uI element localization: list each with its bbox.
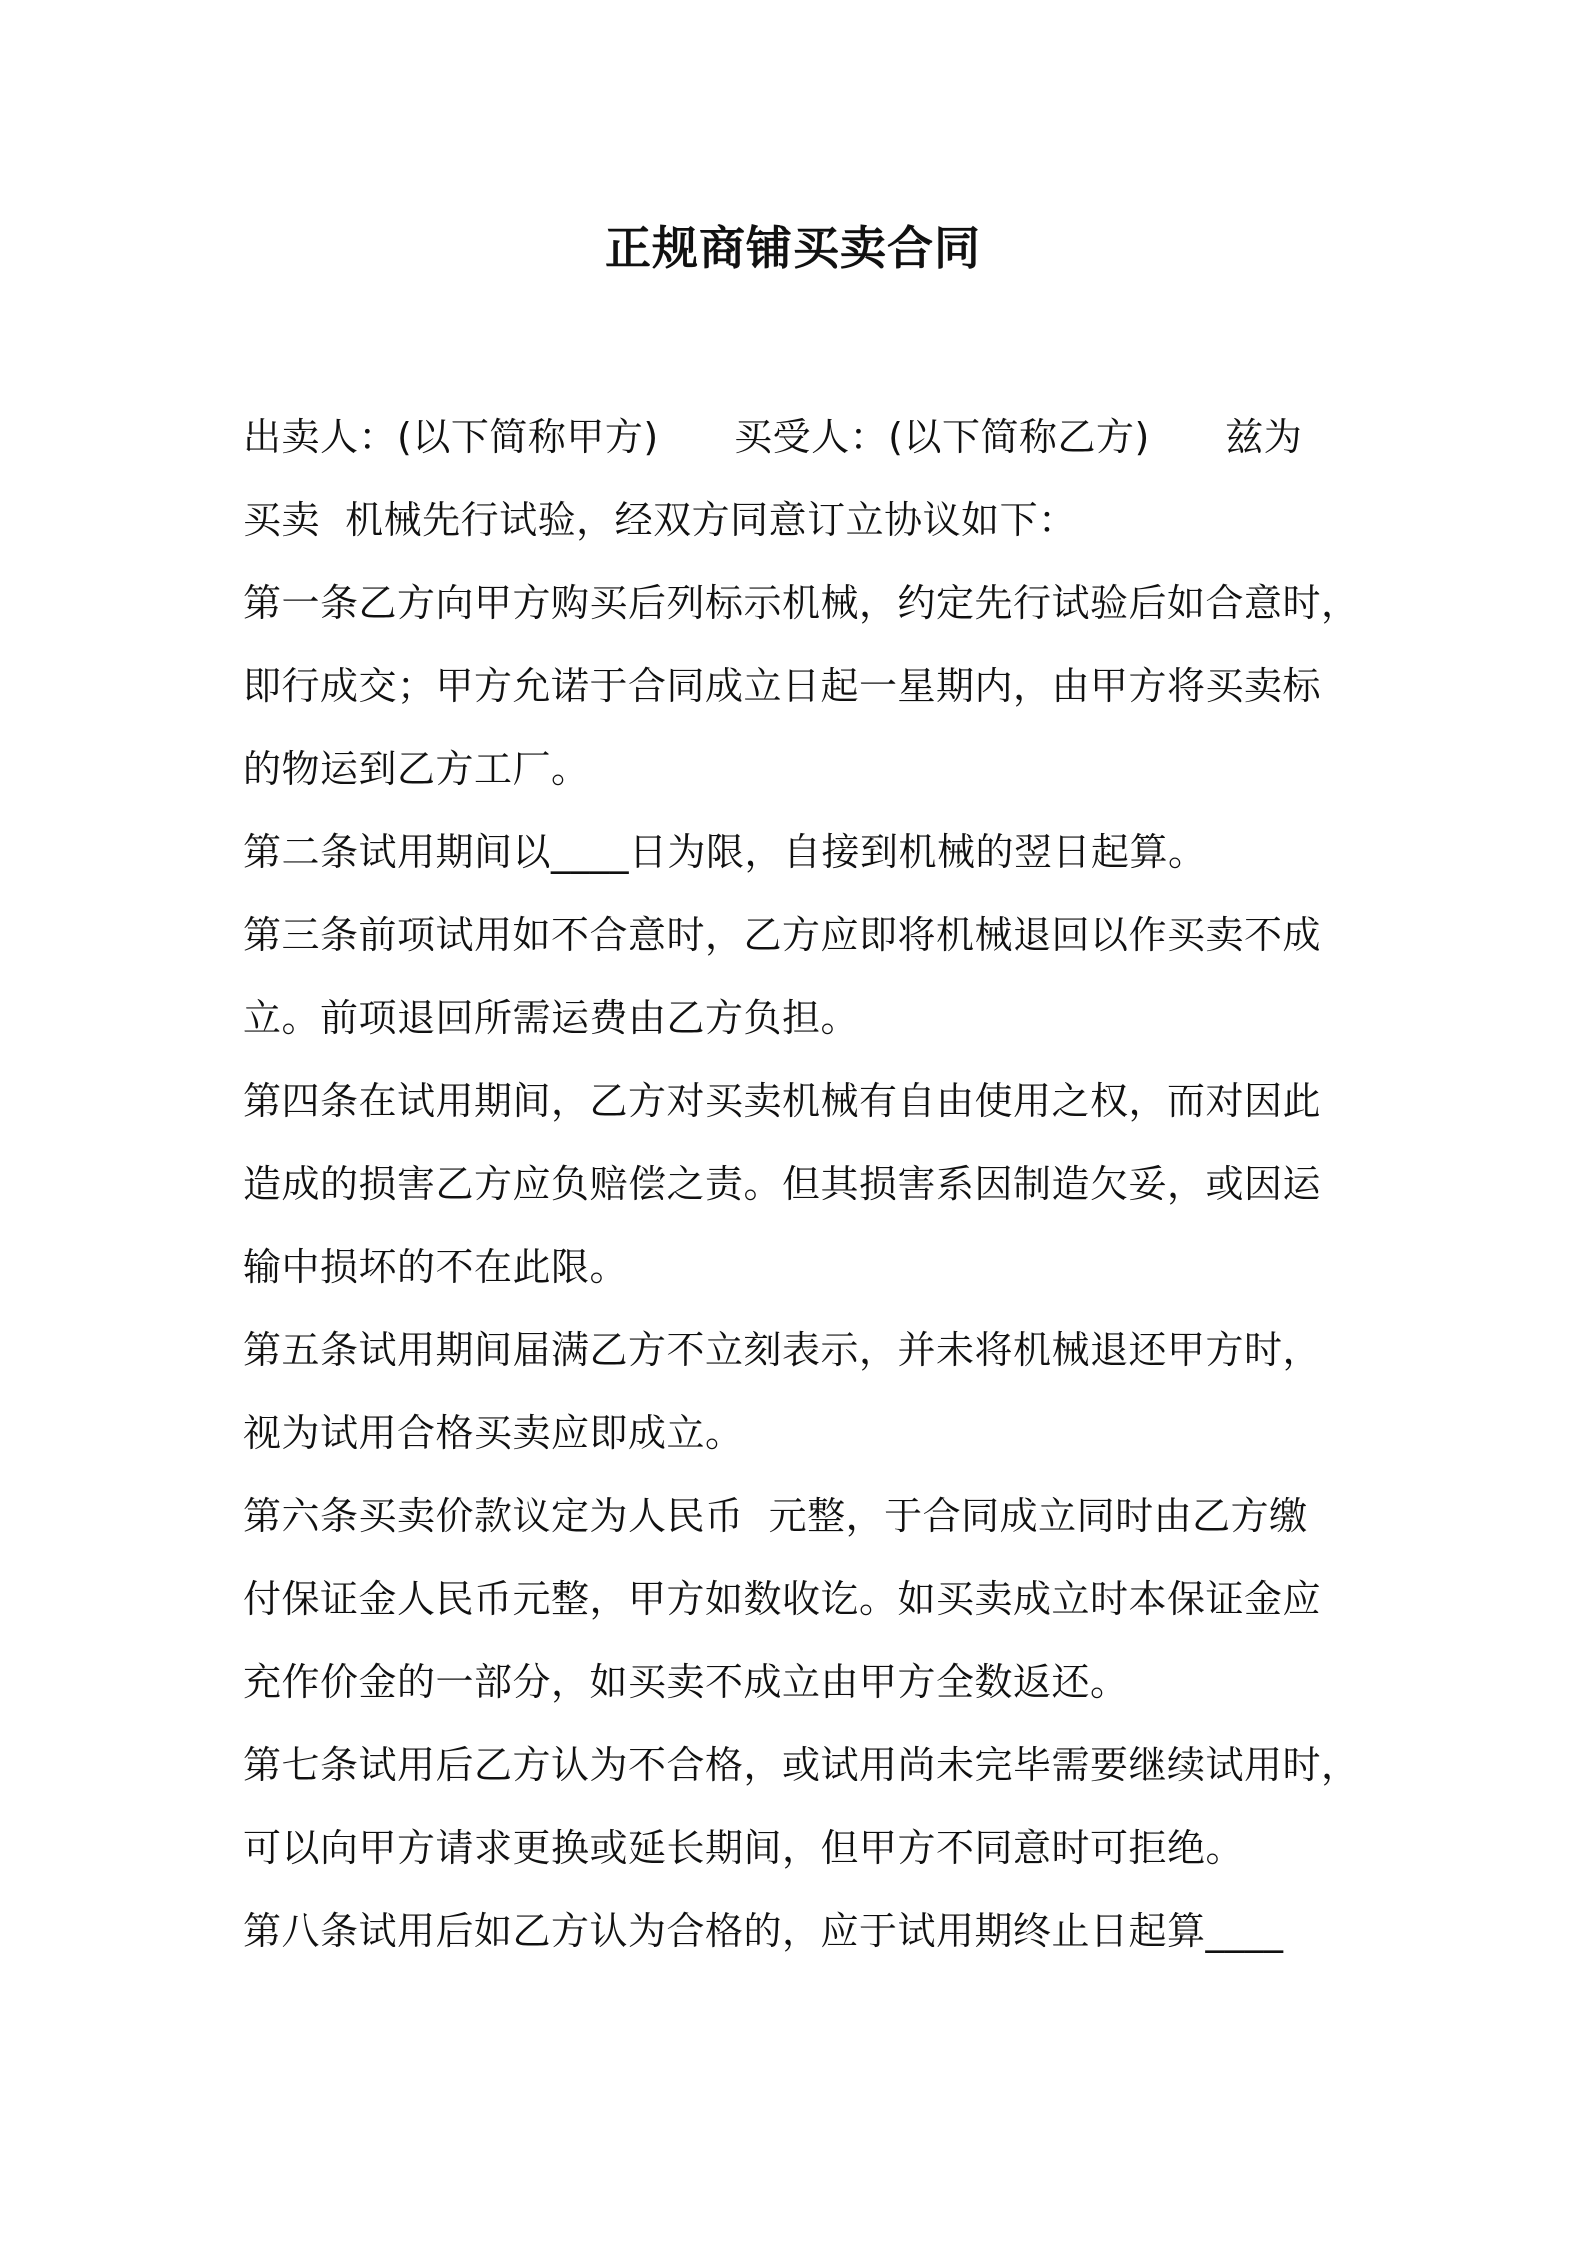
contract-line-article-1c: 的物运到乙方工厂。 <box>243 747 590 791</box>
contract-line-article-3b: 立。前项退回所需运费由乙方负担。 <box>243 996 860 1040</box>
contract-body <box>243 396 1363 1973</box>
contract-line-parties: 出卖人：(以下简称甲方) 买受人：(以下简称乙方) 兹为 <box>243 415 1303 459</box>
contract-line-article-4b: 造成的损害乙方应负赔偿之责。但其损害系因制造欠妥，或因运 <box>243 1162 1322 1206</box>
contract-line-article-1a: 第一条乙方向甲方购买后列标示机械，约定先行试验后如合意时， <box>243 581 1360 625</box>
contract-line-article-7b: 可以向甲方请求更换或延长期间，但甲方不同意时可拒绝。 <box>243 1826 1245 1870</box>
contract-line-article-5b: 视为试用合格买卖应即成立。 <box>243 1411 744 1455</box>
contract-line-article-8a: 第八条试用后如乙方认为合格的，应于试用期终止日起算____ <box>243 1909 1284 1953</box>
contract-line-article-4a: 第四条在试用期间，乙方对买卖机械有自由使用之权，而对因此 <box>243 1079 1322 1123</box>
contract-line-article-1b: 即行成交；甲方允诺于合同成立日起一星期内，由甲方将买卖标 <box>243 664 1322 708</box>
contract-line-article-6a: 第六条买卖价款议定为人民币 元整，于合同成立同时由乙方缴 <box>243 1494 1308 1538</box>
contract-line-article-5a: 第五条试用期间届满乙方不立刻表示，并未将机械退还甲方时， <box>243 1328 1322 1372</box>
contract-line-preamble: 买卖 机械先行试验，经双方同意订立协议如下： <box>243 498 1077 542</box>
contract-line-article-6c: 充作价金的一部分，如买卖不成立由甲方全数返还。 <box>243 1660 1129 1704</box>
document-title: 正规商铺买卖合同 <box>605 221 981 275</box>
contract-line-article-7a: 第七条试用后乙方认为不合格，或试用尚未完毕需要继续试用时， <box>243 1743 1360 1787</box>
contract-line-article-2: 第二条试用期间以____日为限，自接到机械的翌日起算。 <box>243 830 1207 874</box>
contract-line-article-3a: 第三条前项试用如不合意时，乙方应即将机械退回以作买卖不成 <box>243 913 1322 957</box>
contract-line-article-6b: 付保证金人民币元整，甲方如数收讫。如买卖成立时本保证金应 <box>243 1577 1322 1621</box>
contract-line-article-4c: 输中损坏的不在此限。 <box>243 1245 629 1289</box>
